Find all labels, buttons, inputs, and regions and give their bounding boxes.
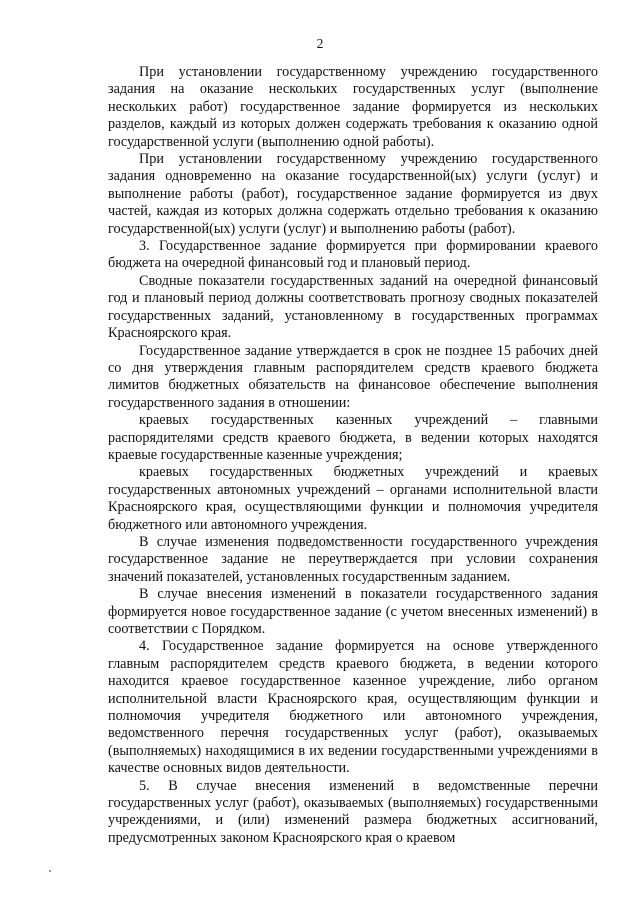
page-number: 2 xyxy=(316,36,324,51)
paragraph: Сводные показатели государственных заданий на очередной финансовый год и плановый период должны соответствовать прогнозу сводных показателей государственных заданий, установленному в государственных программах Красноярского края. xyxy=(108,272,598,342)
paragraph: При установлении государственному учреждению государственного задания одновременно на оказание государственной(ых) услуги (услуг) и выполнение работы (работ), государственное задание формируется из двух частей, каждая из которых должна содержать отдельно требования к оказанию государственной(ых) услуги (услуг) и выполнению работы (работ). xyxy=(108,151,598,237)
paragraph: Государственное задание утверждается в срок не позднее 15 рабочих дней со дня утверждения главным распорядителем средств краевого бюджета лимитов бюджетных обязательств на финансовое обеспечение выполнения государственного задания в отношении: xyxy=(108,342,598,411)
scan-speck xyxy=(49,870,51,872)
paragraph: 4. Государственное задание формируется на основе утвержденного главным распорядителем средств краевого бюджета, в ведении которого находится краевое государственное казенное учреждение, либо органом исполнительной власти Красноярского края, осуществляющим функции и полномочия учредителя бюджетного или автономного учреждения, ведомственного перечня государственных услуг (работ), оказываемых (выполняемых) находящимися в их ведении государственными учреждениями в качестве основных видов деятельности. xyxy=(108,638,598,777)
paragraph: В случае изменения подведомственности государственного учреждения государственное задание не переутверждается при условии сохранения значений показателей, установленных государственным заданием. xyxy=(108,533,598,585)
paragraph: 5. В случае внесения изменений в ведомственные перечни государственных услуг (работ), оказываемых (выполняемых) государственными учреждениями, и (или) изменений размера бюджетных ассигнований, предусмотренных законом Красноярского края о краевом xyxy=(108,777,598,846)
paragraph: краевых государственных казенных учреждений – главными распорядителями средств краевого бюджета, в ведении которых находятся краевые государственные казенные учреждения; xyxy=(108,412,598,463)
paragraph: 3. Государственное задание формируется при формировании краевого бюджета на очередной финансовый год и плановый период. xyxy=(108,238,598,272)
document-body xyxy=(108,64,598,847)
paragraph: краевых государственных бюджетных учреждений и краевых государственных автономных учреждений – органами исполнительной власти Красноярского края, осуществляющими функции и полномочия учредителя бюджетного или автономного учреждения. xyxy=(108,464,598,533)
paragraph: При установлении государственному учреждению государственного задания на оказание нескольких государственных услуг (выполнение нескольких работ) государственное задание формируется из нескольких разделов, каждый из которых должен содержать требования к оказанию одной государственной услуги (выполнению одной работы). xyxy=(108,64,598,150)
paragraph: В случае внесения изменений в показатели государственного задания формируется новое государственное задание (с учетом внесенных изменений) в соответствии с Порядком. xyxy=(108,586,598,637)
